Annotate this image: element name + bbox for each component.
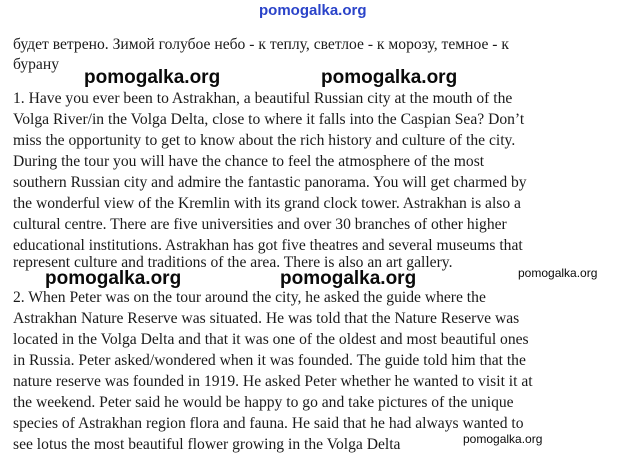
paragraph2-line-5: nature reserve was founded in 1919. He asked Peter whether he wanted to visit it at [13,373,533,390]
paragraph1-line-6: the wonderful view of the Kremlin with its grand clock tower. Astrakhan is also a [13,195,521,212]
watermark-row2-right: pomogalka.org [280,268,417,289]
paragraph1-line-9: represent culture and traditions of the area. There is also an art gallery. [13,254,453,271]
paragraph2-line-1: 2. When Peter was on the tour around the city, he asked the guide where the [13,289,486,306]
paragraph2-line-7: species of Astrakhan region flora and fauna. He said that he had always wanted to [13,415,524,432]
paragraph2-line-4: in Russia. Peter asked/wondered when it was founded. The guide told him that the [13,352,526,369]
paragraph1-line-8: educational institutions. Astrakhan has got five theatres and several museums that [13,237,523,254]
paragraph1-line-2: Volga River/in the Volga Delta, close to where it falls into the Caspian Sea? Don’t [13,111,525,128]
watermark-row2-left: pomogalka.org [45,268,182,289]
paragraph1-line-5: southern Russian city and admire the fantastic panorama. You will get charmed by [13,174,527,191]
paragraph1-line-3: miss the opportunity to get to know about the rich history and culture of the city. [13,132,516,149]
text-line-1: будет ветрено. Зимой голубое небо - к теплу, светлое - к морозу, темное - к [13,36,509,53]
paragraph1-line-1: 1. Have you ever been to Astrakhan, a beautiful Russian city at the mouth of the [13,90,513,107]
watermark-row2-small: pomogalka.org [518,266,598,280]
paragraph2-line-6: the weekend. Peter said he would be happy to go and take pictures of the unique [13,394,514,411]
watermark-row1-right: pomogalka.org [321,67,458,88]
watermark-top: pomogalka.org [259,2,367,19]
paragraph2-line-3: located in the Volga Delta and that it was one of the oldest and most beautiful ones [13,331,529,348]
watermark-bottom-small: pomogalka.org [463,432,543,446]
paragraph2-line-2: Astrakhan Nature Reserve was situated. He was told that the Nature Reserve was [13,310,520,327]
text-line-2: бурану [13,56,59,73]
watermark-row1-left: pomogalka.org [84,67,221,88]
paragraph1-line-7: cultural centre. There are five universities and over 30 branches of other higher [13,216,507,233]
paragraph2-line-8: see lotus the most beautiful flower growing in the Volga Delta [13,436,401,453]
paragraph1-line-4: During the tour you will have the chance to feel the atmosphere of the most [13,153,485,170]
